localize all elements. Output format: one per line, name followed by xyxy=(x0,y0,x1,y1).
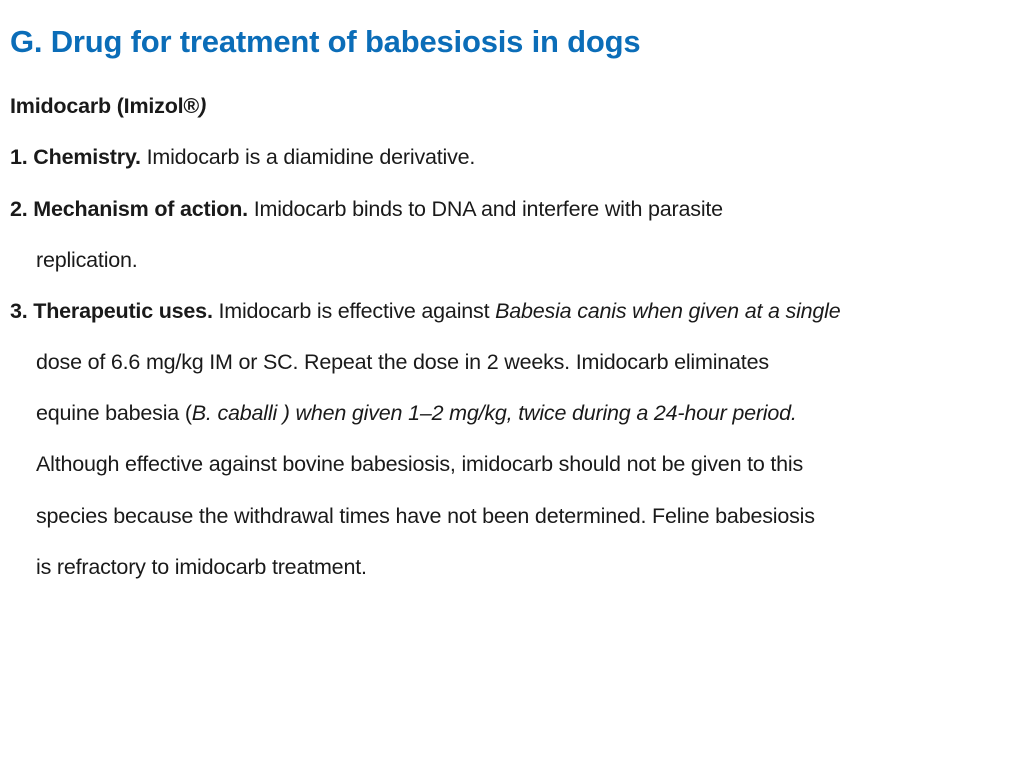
section-mechanism-continuation: replication. xyxy=(36,248,138,272)
therapeutic-line-3-italic: B. caballi ) when given 1–2 mg/kg, twice during a 24-hour period. xyxy=(191,401,797,425)
therapeutic-line-3 xyxy=(36,399,797,427)
section-mechanism-text-line1: Imidocarb binds to DNA and interfere with parasite xyxy=(247,197,723,221)
therapeutic-line-3-text: equine babesia ( xyxy=(36,401,192,425)
section-mechanism xyxy=(10,195,723,223)
section-chemistry-text: Imidocarb is a diamidine derivative. xyxy=(140,145,476,169)
therapeutic-line-6: is refractory to imidocarb treatment. xyxy=(36,555,367,579)
drug-heading xyxy=(10,92,206,120)
therapeutic-line-5: species because the withdrawal times have not been determined. Feline babesiosis xyxy=(36,504,815,528)
section-therapeutic-text: Imidocarb is effective against xyxy=(212,299,496,323)
drug-heading-close: ) xyxy=(199,94,207,118)
therapeutic-line-4: Although effective against bovine babesiosis, imidocarb should not be given to this xyxy=(36,452,804,476)
therapeutic-line-2: dose of 6.6 mg/kg IM or SC. Repeat the dose in 2 weeks. Imidocarb eliminates xyxy=(36,350,769,374)
section-chemistry xyxy=(10,143,475,171)
section-chemistry-label: 1. Chemistry. xyxy=(10,145,141,169)
drug-heading-name: Imidocarb (Imizol xyxy=(10,94,184,118)
section-mechanism-label: 2. Mechanism of action. xyxy=(10,197,248,221)
section-therapeutic xyxy=(10,297,841,325)
slide-title: G. Drug for treatment of babesiosis in dogs xyxy=(10,24,641,59)
section-therapeutic-label: 3. Therapeutic uses. xyxy=(10,299,213,323)
registered-symbol: ® xyxy=(183,94,200,118)
section-therapeutic-italic: Babesia canis when given at a single xyxy=(495,299,841,323)
